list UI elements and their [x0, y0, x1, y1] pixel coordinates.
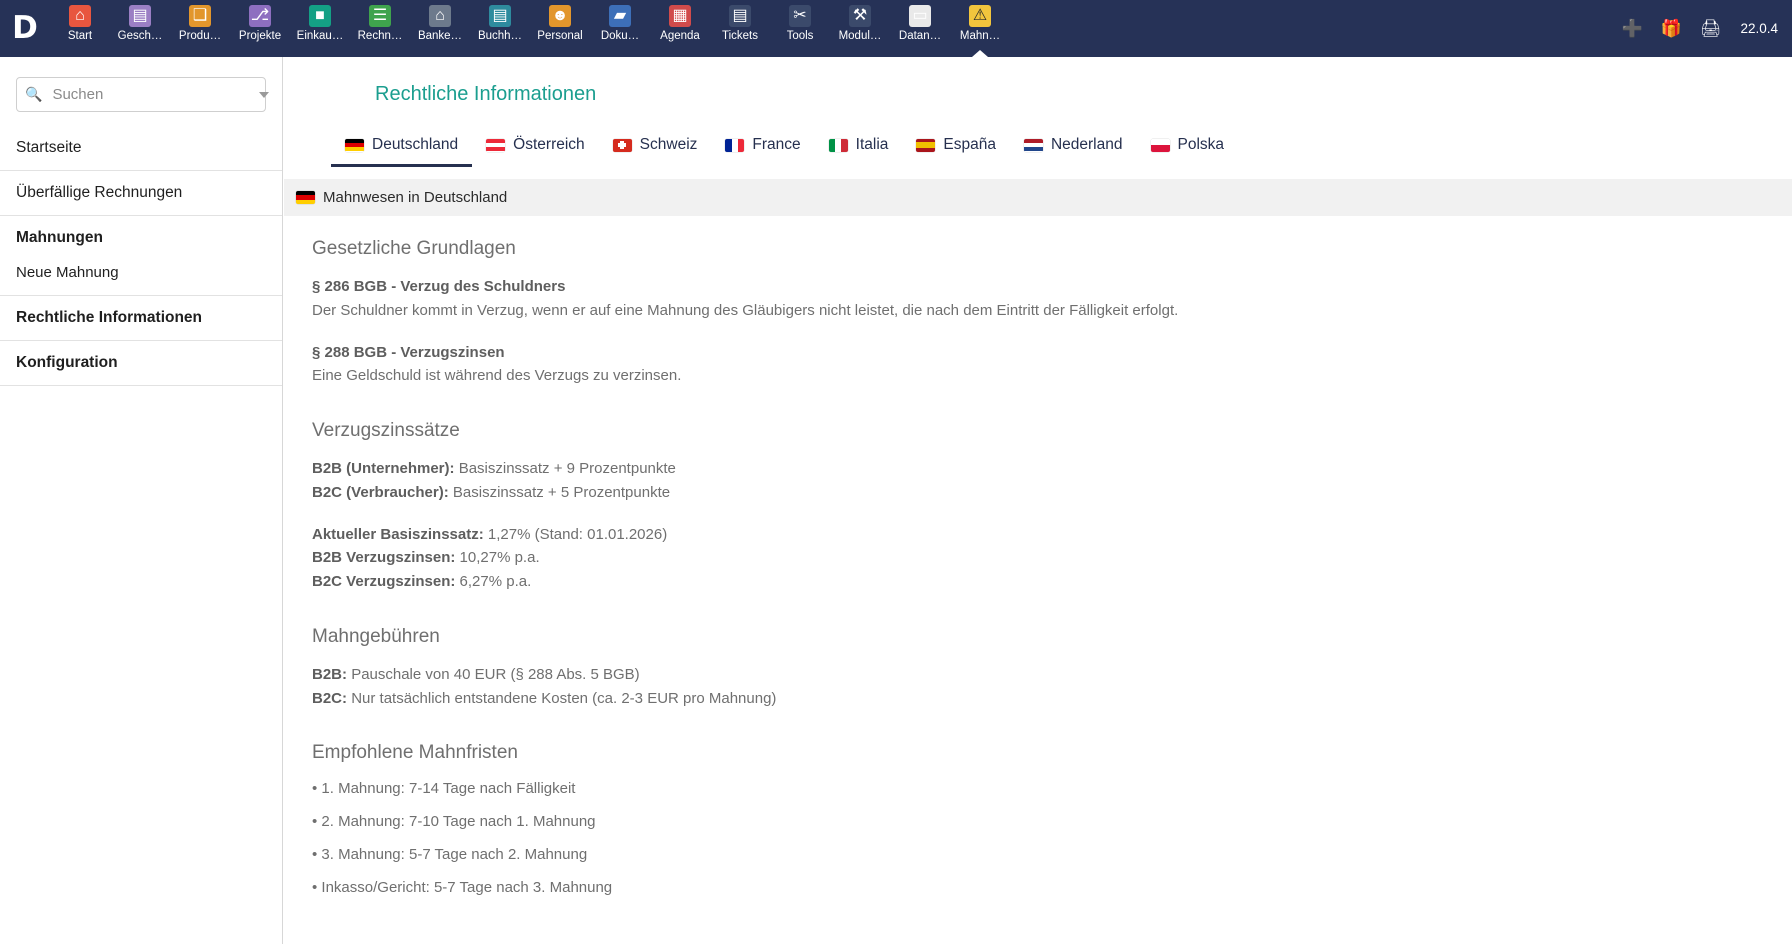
- folder-icon: ▰: [609, 5, 631, 27]
- sidebar-item-mahnungen[interactable]: Mahnungen: [16, 229, 103, 246]
- law2-text: Eine Geldschuld ist während des Verzugs zu verzinsen.: [312, 367, 682, 385]
- page-title: Rechtliche Informationen: [375, 83, 597, 105]
- list-item: • 3. Mahnung: 5-7 Tage nach 2. Mahnung: [312, 846, 588, 864]
- b2b-interest-value: 10,27% p.a.: [459, 549, 540, 567]
- tab-pl[interactable]: [1137, 128, 1239, 167]
- database-icon: ▭: [909, 5, 931, 27]
- tab-de[interactable]: [331, 128, 472, 167]
- flag-at-icon: [486, 139, 505, 152]
- menu-item-13[interactable]: [830, 0, 890, 57]
- b2b-interest-label: B2B Verzugszinsen:: [312, 549, 456, 567]
- sidebar-item-startseite[interactable]: Startseite: [16, 139, 82, 156]
- menu-item-10[interactable]: [650, 0, 710, 57]
- menu-item-label: Produ…: [178, 30, 222, 42]
- menu-item-9[interactable]: [590, 0, 650, 57]
- fee-b2b-value: Pauschale von 40 EUR (§ 288 Abs. 5 BGB): [351, 665, 640, 683]
- invoice-icon: ☰: [369, 5, 391, 27]
- menu-item-8[interactable]: [530, 0, 590, 57]
- sidebar: [0, 57, 283, 944]
- menu-item-0[interactable]: [50, 0, 110, 57]
- menu-item-label: Mahn…: [959, 30, 1001, 42]
- flag-de-icon: [296, 191, 315, 204]
- sidebar-group-mahnungen: [0, 216, 282, 296]
- menu-item-label: Rechn…: [357, 30, 403, 42]
- law2-title-text: § 288 BGB - Verzugszinsen: [312, 343, 505, 361]
- home-icon: ⌂: [69, 5, 91, 27]
- fee-b2c-label: B2C:: [312, 689, 348, 707]
- tab-label: Polska: [1177, 136, 1225, 153]
- b2b-interest-row: [312, 547, 1792, 569]
- tab-nl[interactable]: [1010, 128, 1137, 167]
- fee-b2b-row: [312, 664, 1792, 686]
- banner-text: Mahnwesen in Deutschland: [323, 189, 508, 206]
- warning-icon: ⚠: [969, 5, 991, 27]
- search-icon: 🔍: [25, 86, 43, 102]
- cart-icon: ■: [309, 5, 331, 27]
- deadline-list: [312, 780, 1792, 896]
- menu-item-label: Einkau…: [296, 30, 344, 42]
- logo-letter: D: [12, 10, 38, 46]
- app-logo[interactable]: [0, 0, 50, 57]
- sidebar-item-ueberfaellige-rechnungen[interactable]: Überfällige Rechnungen: [16, 184, 183, 201]
- b2c-rate-row: [312, 482, 1792, 504]
- menu-item-4[interactable]: [290, 0, 350, 57]
- fee-b2b-label: B2B:: [312, 665, 348, 683]
- menu-item-label: Datan…: [898, 30, 942, 42]
- wrench-icon: ⚒: [849, 5, 871, 27]
- building-icon: ▤: [129, 5, 151, 27]
- main-content: [284, 57, 1792, 944]
- sidebar-group-legal: [0, 296, 282, 341]
- ticket-icon: ▤: [729, 5, 751, 27]
- menu-item-label: Buchh…: [477, 30, 523, 42]
- sidebar-group-home: [0, 126, 282, 171]
- tab-label: Italia: [855, 136, 889, 153]
- fee-b2c-row: [312, 688, 1792, 710]
- project-icon: ⎇: [249, 5, 271, 27]
- flag-it-icon: [829, 139, 848, 152]
- flag-pl-icon: [1151, 139, 1170, 152]
- section-heading-fees: Mahngebühren: [312, 625, 440, 647]
- country-tabs: [284, 106, 1792, 167]
- menu-item-label: Gesch…: [117, 30, 163, 42]
- menu-item-5[interactable]: [350, 0, 410, 57]
- search-box[interactable]: [16, 77, 266, 112]
- menu-item-14[interactable]: [890, 0, 950, 57]
- fee-b2c-value: Nur tatsächlich entstandene Kosten (ca. 2-3 EUR pro Mahnung): [351, 689, 777, 707]
- flag-de-icon: [345, 139, 364, 152]
- list-item: • 2. Mahnung: 7-10 Tage nach 1. Mahnung: [312, 813, 596, 831]
- law1-text: Der Schuldner kommt in Verzug, wenn er auf eine Mahnung des Gläubigers nicht leistet, die nach dem Eintritt der Fälligkeit erfolgt.: [312, 301, 1179, 319]
- section-heading-interest-rates: Verzugszinssätze: [312, 420, 460, 441]
- menu-item-label: Banke…: [417, 30, 463, 42]
- flag-fr-icon: [725, 139, 744, 152]
- tab-ch[interactable]: [599, 128, 712, 167]
- box-icon: ❑: [189, 5, 211, 27]
- main-menu: [50, 0, 1010, 57]
- menu-item-label: Projekte: [238, 30, 282, 42]
- menu-item-2[interactable]: [170, 0, 230, 57]
- sidebar-item-neue-mahnung[interactable]: Neue Mahnung: [16, 264, 119, 281]
- person-icon: ☻: [549, 5, 571, 27]
- top-navigation-bar: [0, 0, 1792, 57]
- search-input[interactable]: [50, 85, 253, 104]
- b2b-rate-row: [312, 458, 1792, 480]
- tools-icon: ✂: [789, 5, 811, 27]
- menu-item-label: Tickets: [722, 30, 758, 42]
- law2-title: [312, 342, 1792, 364]
- tab-label: Schweiz: [639, 136, 698, 153]
- sidebar-group-overdue: [0, 171, 282, 216]
- chevron-down-icon[interactable]: [259, 92, 269, 98]
- menu-item-label: Agenda: [660, 30, 700, 42]
- menu-item-label: Personal: [537, 30, 583, 42]
- menu-item-label: Start: [67, 30, 93, 42]
- flag-nl-icon: [1024, 139, 1043, 152]
- tab-label: Österreich: [513, 136, 585, 153]
- menu-item-label: Tools: [786, 30, 814, 42]
- b2c-interest-label: B2C Verzugszinsen:: [312, 573, 456, 590]
- b2c-interest-row: [312, 571, 1792, 593]
- tab-label: Nederland: [1050, 136, 1123, 153]
- law1-title-text: § 286 BGB - Verzug des Schuldners: [312, 278, 566, 295]
- ledger-icon: ▤: [489, 5, 511, 27]
- menu-item-1[interactable]: [110, 0, 170, 57]
- sidebar-item-konfiguration[interactable]: Konfiguration: [16, 354, 118, 371]
- gift-icon[interactable]: 🎁: [1660, 18, 1683, 38]
- legal-content: [284, 216, 1792, 896]
- b2b-rate-label: B2B (Unternehmer):: [312, 460, 455, 477]
- b2c-rate-label: B2C (Verbraucher):: [312, 483, 449, 501]
- list-item: • 1. Mahnung: 7-14 Tage nach Fälligkeit: [312, 780, 576, 798]
- sidebar-item-rechtliche-informationen[interactable]: Rechtliche Informationen: [16, 309, 203, 326]
- b2c-rate-value: Basiszinssatz + 5 Prozentpunkte: [452, 483, 671, 501]
- menu-item-label: Doku…: [600, 30, 640, 42]
- menu-item-6[interactable]: [410, 0, 470, 57]
- tab-it[interactable]: [815, 128, 903, 167]
- calendar-icon: ▦: [669, 5, 691, 27]
- tab-at[interactable]: [472, 128, 599, 167]
- version-label: 22.0.4: [1740, 21, 1778, 36]
- country-banner: [284, 179, 1792, 216]
- flag-ch-icon: [613, 139, 632, 152]
- flag-es-icon: [916, 139, 935, 152]
- print-icon[interactable]: 🖨: [1699, 18, 1722, 38]
- menu-item-15[interactable]: [950, 0, 1010, 57]
- law1-title: [312, 276, 1792, 298]
- base-rate-label: Aktueller Basiszinssatz:: [312, 525, 484, 543]
- menu-item-11[interactable]: [710, 0, 770, 57]
- tab-label: France: [752, 136, 801, 153]
- bank-icon: ⌂: [429, 5, 451, 27]
- tab-es[interactable]: [902, 128, 1010, 167]
- b2b-rate-value: Basiszinssatz + 9 Prozentpunkte: [458, 460, 676, 477]
- section-heading-legal-basis: Gesetzliche Grundlagen: [312, 238, 516, 259]
- sidebar-group-config: [0, 341, 282, 386]
- menu-item-12[interactable]: [770, 0, 830, 57]
- tab-label: España: [943, 136, 996, 153]
- list-item: • Inkasso/Gericht: 5-7 Tage nach 3. Mahnung: [312, 879, 613, 897]
- tab-fr[interactable]: [711, 128, 814, 167]
- b2c-interest-value: 6,27% p.a.: [459, 573, 532, 590]
- menu-item-7[interactable]: [470, 0, 530, 57]
- section-heading-deadlines: Empfohlene Mahnfristen: [312, 742, 518, 764]
- menu-item-3[interactable]: [230, 0, 290, 57]
- base-rate-value: 1,27% (Stand: 01.01.2026): [487, 525, 668, 543]
- base-rate-row: [312, 524, 1792, 546]
- menu-item-label: Modul…: [838, 30, 882, 42]
- tab-label: Deutschland: [372, 136, 459, 153]
- topbar-right-actions: [1621, 0, 1792, 57]
- add-icon[interactable]: ➕: [1621, 18, 1644, 38]
